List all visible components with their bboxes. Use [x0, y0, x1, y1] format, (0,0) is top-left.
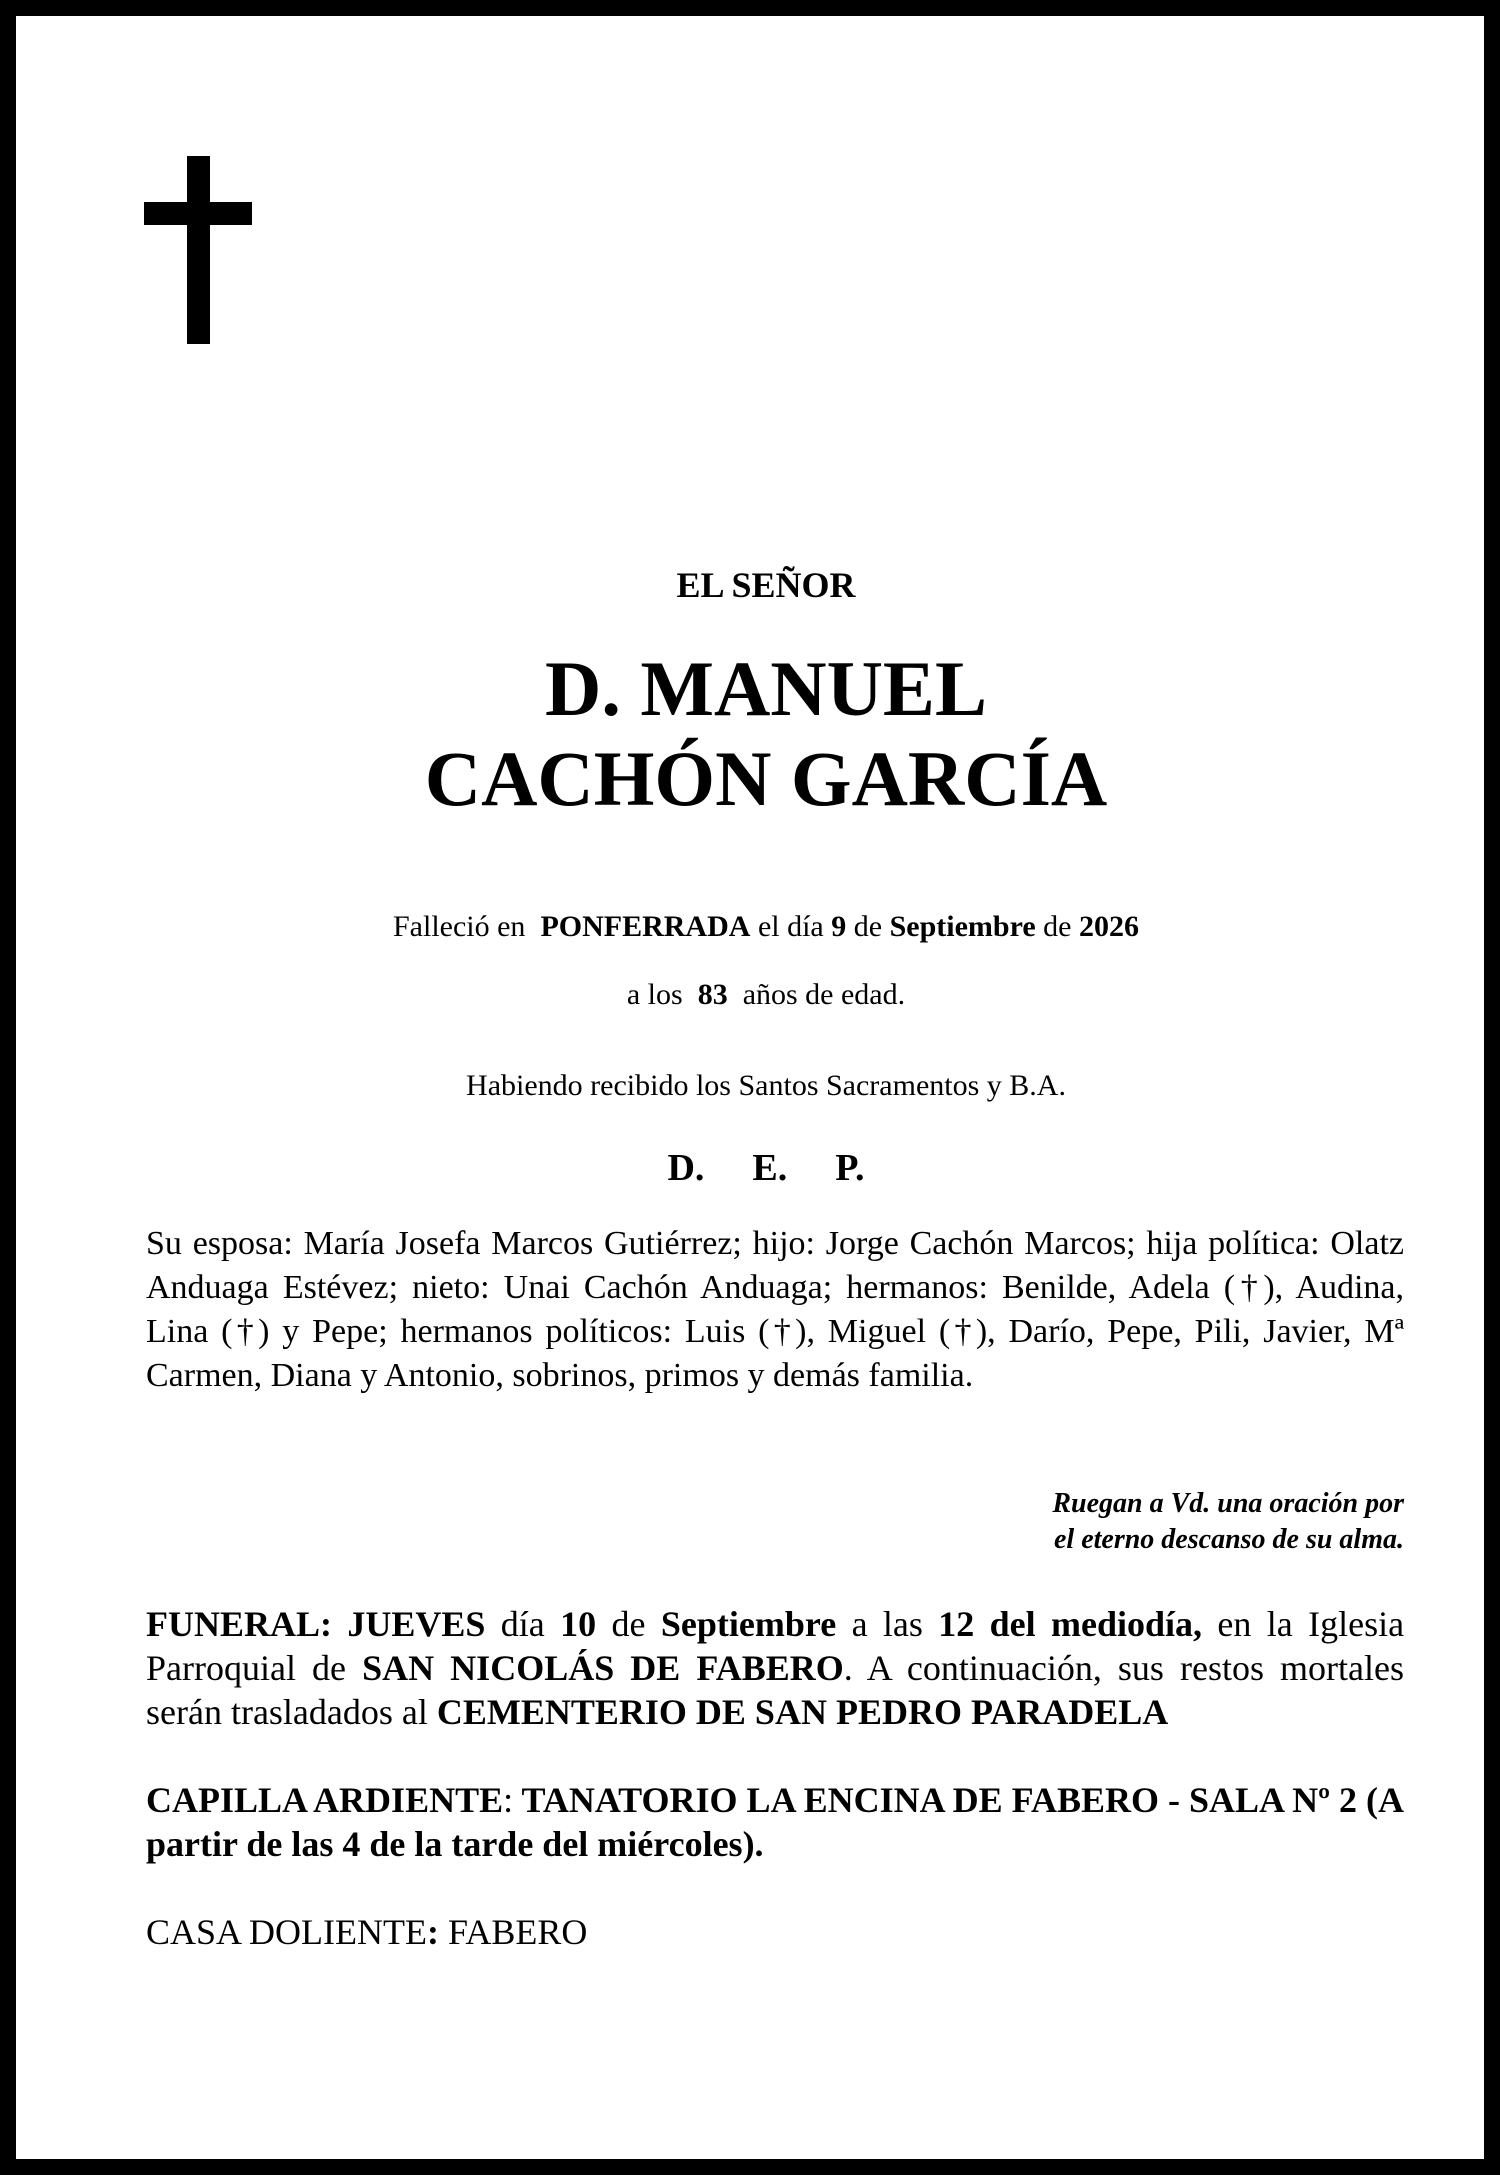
- funeral-day: 10: [560, 1604, 597, 1644]
- family-list: Su esposa: María Josefa Marcos Gutiérrez; hijo: Jorge Cachón Marcos; hija política: Olatz Anduaga Estévez; nieto: Unai Cachón Anduaga; hermanos: Benilde, Adela (†), Audina, Lina (†) y Pepe; hermanos políticos: Luis (†), Miguel (†), Darío, Pepe, Pili, Javier, Mª Carmen, Diana y Antonio, sobrinos, primos y demás familia.: [146, 1225, 1404, 1394]
- death-info: [16, 910, 1500, 944]
- death-year: 2026: [1079, 910, 1139, 943]
- prayer-line1: Ruegan a Vd. una oración por: [1052, 1488, 1404, 1519]
- honorific: EL SEÑOR: [676, 565, 856, 605]
- cross-icon: [144, 156, 252, 344]
- funeral-t4: en la Iglesia Parroquial de: [146, 1604, 1405, 1688]
- capilla-text: TANATORIO LA ENCINA DE FABERO - SALA Nº 2 (A partir de las 4 de la tarde del miércoles).: [146, 1780, 1404, 1864]
- prayer-request: [146, 1486, 1404, 1558]
- death-de1: de: [853, 910, 883, 943]
- age-suffix: años de edad.: [742, 978, 906, 1011]
- death-place: PONFERRADA: [540, 910, 751, 943]
- casa-place: FABERO: [448, 1912, 588, 1952]
- age-prefix: a los: [626, 978, 683, 1011]
- death-prefix: Falleció en: [392, 910, 526, 943]
- capilla-label: CAPILLA ARDIENTE: [146, 1780, 504, 1820]
- dep-e: E.: [752, 1147, 788, 1189]
- death-day: 9: [831, 910, 847, 943]
- prayer-line2: el eterno descanso de su alma.: [1054, 1524, 1404, 1555]
- death-day-text: el día: [757, 910, 824, 943]
- funeral-info: [146, 1602, 1404, 1734]
- funeral-t5: . A continuación, sus restos mortales serán trasladados al: [146, 1648, 1405, 1732]
- age-years: 83: [697, 978, 728, 1011]
- dep-initials: [16, 1146, 1500, 1190]
- funeral-label: FUNERAL:: [146, 1604, 332, 1644]
- funeral-church: SAN NICOLÁS DE FABERO: [362, 1648, 844, 1688]
- funeral-t3: a las: [851, 1604, 923, 1644]
- dep-d: D.: [667, 1147, 705, 1189]
- dep-p: P.: [835, 1147, 865, 1189]
- death-month: Septiembre: [889, 910, 1036, 943]
- casa-label: CASA DOLIENTE: [146, 1912, 427, 1952]
- funeral-t2: de: [611, 1604, 646, 1644]
- funeral-cemetery: CEMENTERIO DE SAN PEDRO PARADELA: [436, 1692, 1169, 1732]
- casa-info: [146, 1910, 1404, 1954]
- funeral-weekday: JUEVES: [347, 1604, 486, 1644]
- sacraments-text: Habiendo recibido los Santos Sacramentos y B.A.: [466, 1069, 1066, 1102]
- funeral-t1: día: [500, 1604, 545, 1644]
- capilla-info: [146, 1778, 1404, 1866]
- age-info: [16, 978, 1500, 1012]
- funeral-time: 12 del mediodía,: [938, 1604, 1203, 1644]
- deceased-name-line2: CACHÓN GARCÍA: [424, 735, 1108, 822]
- casa-colon: :: [427, 1912, 439, 1952]
- funeral-month: Septiembre: [660, 1604, 837, 1644]
- deceased-name-line1: D. MANUEL: [545, 645, 987, 732]
- death-de2: de: [1043, 910, 1072, 943]
- capilla-colon: :: [503, 1780, 514, 1820]
